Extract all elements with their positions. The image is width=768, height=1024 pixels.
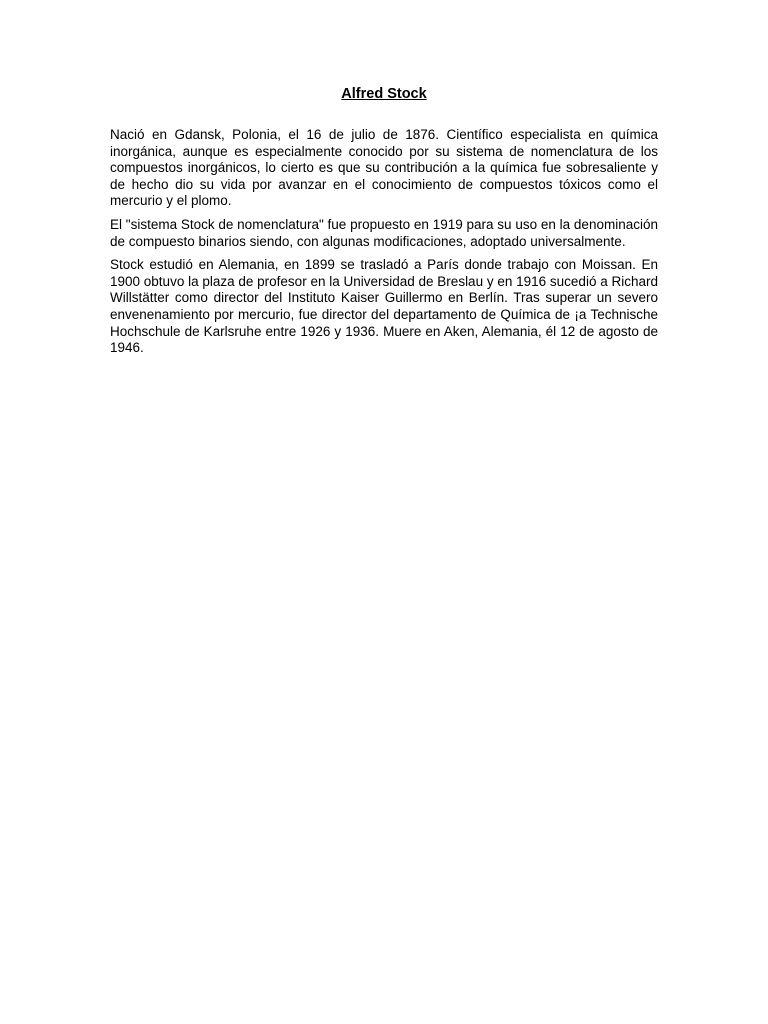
- document-page: [110, 84, 658, 364]
- document-title: Alfred Stock: [341, 86, 427, 102]
- paragraph-career: Stock estudió en Alemania, en 1899 se trasladó a París donde trabajo con Moissan. En 1900 obtuvo la plaza de profesor en la Universidad de Breslau y en 1916 sucedió a Richard Willstätter como director del Instituto Kaiser Guillermo en Berlín. Tras superar un severo envenenamiento por mercurio, fue director del departamento de Química de ¡a Technische Hochschule de Karlsruhe entre 1926 y 1936. Muere en Aken, Alemania, él 12 de agosto de 1946.: [110, 257, 658, 356]
- paragraph-nomenclature: El "sistema Stock de nomenclatura" fue propuesto en 1919 para su uso en la denominación de compuesto binarios siendo, con algunas modificaciones, adoptado universalmente.: [110, 216, 658, 249]
- paragraph-birth: Nació en Gdansk, Polonia, el 16 de julio de 1876. Científico especialista en química inorgánica, aunque es especialmente conocido por su sistema de nomenclatura de los compuestos inorgánicos, lo cierto es que su contribución a la química fue sobresaliente y de hecho dio su vida por avanzar en el conocimiento de compuestos tóxicos como el mercurio y el plomo.: [110, 127, 658, 209]
